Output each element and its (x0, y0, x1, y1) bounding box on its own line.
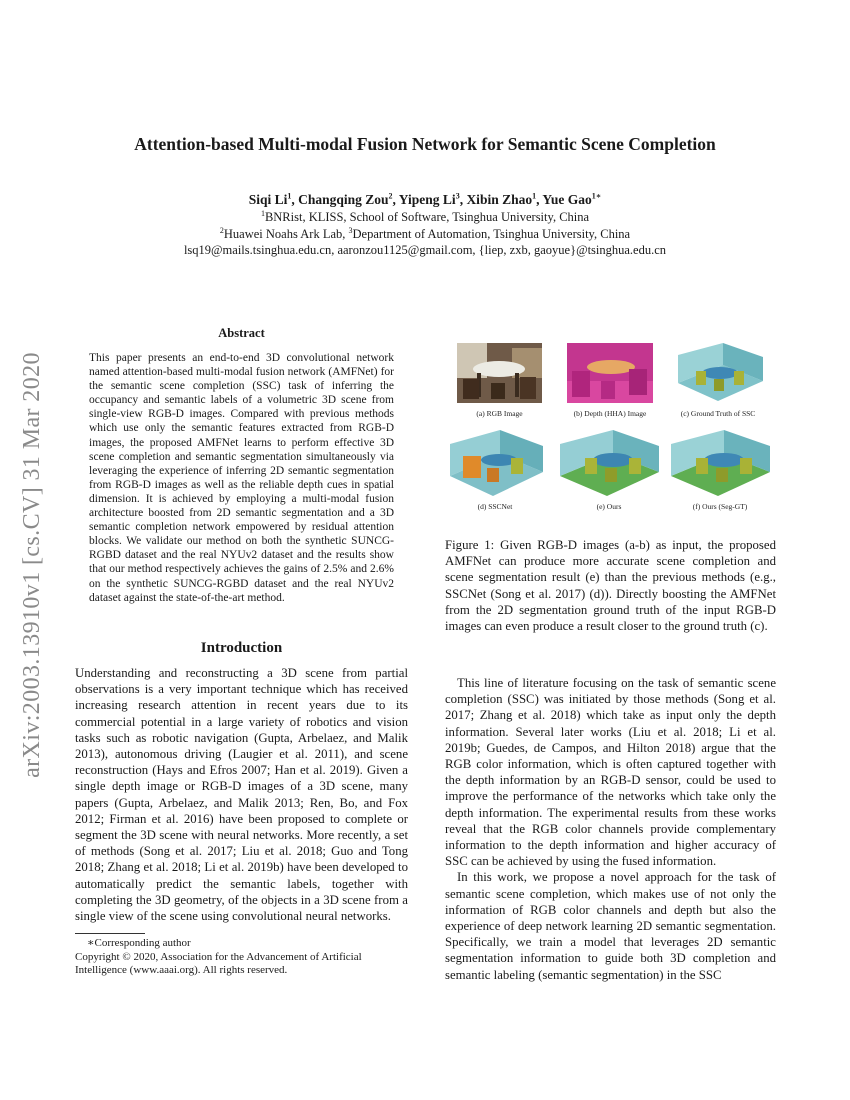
author-affil-mark: 1 (287, 191, 292, 201)
author-affil-mark: 3 (455, 191, 460, 201)
right-column-body (445, 675, 776, 983)
author-affil-mark: 1∗ (591, 191, 602, 201)
figure-panel-ours-seg-gt (666, 430, 774, 498)
author-name: Yue Gao (542, 192, 592, 207)
paragraph: This line of literature focusing on the task of semantic scene completion (SSC) was initiated by those methods (Song et al. 2017; Zhang et al. 2018) which take as input only the depth information. Several later works (Liu et al. 2018; Li et al. 2019b; Guedes, de Campos, and Hilton 2018) argue that the RGB color information, which is often captured together with the depth information by an RGB-D sensor, could be used to improve the performance of the networks which take only the depth information. The experimental results from these works reveal that the RGB color channels provide complementary information to the depth information and higher accuracy of SSC can be achieved by using the fused information. (445, 676, 776, 869)
author-name: Xibin Zhao (466, 192, 533, 207)
author-name: Yipeng Li (398, 192, 456, 207)
affiliation-2-3: $^2$Huawei Noahs Ark Lab, $^3$Department of Automation, Tsinghua University, China (219, 225, 631, 241)
paper-title: Attention-based Multi-modal Fusion Network for Semantic Scene Completion (134, 134, 716, 154)
figure-panel-depth-image (567, 343, 653, 403)
corresponding-author-note: ∗Corresponding author (87, 937, 191, 949)
abstract-heading: Abstract (218, 326, 265, 340)
figure-panel-sscnet (445, 430, 545, 498)
figure-label-d: (d) SSCNet (477, 502, 513, 511)
author-affil-mark: 1 (532, 191, 537, 201)
figure-panel-ground-truth (668, 343, 768, 405)
figure-label-c: (c) Ground Truth of SSC (680, 409, 756, 418)
paragraph: In this work, we propose a novel approach for the task of semantic scene completion, which makes use of not only the information of RGB color channels and depth but also the experience of deep network learning 2D semantic segmentation. Specifically, we train a model that leverages 2D semantic segmentation information to guide both 3D completion and semantic labeling (semantic segmentation) in the SSC (445, 870, 776, 982)
arxiv-identifier: arXiv:2003.13910v1 [cs.CV] 31 Mar 2020 (19, 352, 45, 778)
figure-label-e: (e) Ours (596, 502, 622, 511)
author-list: Siqi Li$^1$, Changqing Zou$^2$, Yipeng Li$^3$, Xibin Zhao$^1$, Yue Gao$^{1∗}$ (248, 191, 602, 207)
affiliation-1: $^1$BNRist, KLISS, School of Software, Tsinghua University, China (260, 208, 590, 224)
author-name: Siqi Li (248, 192, 288, 207)
figure-caption: Figure 1: Given RGB-D images (a-b) as input, the proposed AMFNet can produce more accurate scene completion and scene segmentation result (e) than the previous methods (e.g., SSCNet (Song et al. 2017) (d)). Directly boosting the AMFNet from the 2D segmentation ground truth of the input RGB-D images can even produce a result closer to the ground truth (c). (445, 538, 776, 634)
author-emails: lsq19@mails.tsinghua.edu.cn, aaronzou1125@gmail.com, {liep, zxb, gaoyue}@tsinghua.edu.cn (183, 243, 667, 257)
copyright-notice: Copyright © 2020, Association for the Advancement of Artificial Intelligence (www.aaai.org). All rights reserved. (75, 950, 362, 976)
footnote-rule (75, 933, 145, 934)
author-affil-mark: 2 (388, 191, 393, 201)
author-name: Changqing Zou (298, 192, 389, 207)
figure-label-b: (b) Depth (HHA) Image (573, 409, 647, 418)
figure-label-f: (f) Ours (Seg-GT) (692, 502, 748, 511)
footnote (75, 937, 410, 978)
figure-panel-rgb-image (457, 343, 542, 403)
introduction-heading: Introduction (200, 640, 283, 656)
figure-panel-ours (555, 430, 663, 498)
abstract-text: This paper presents an end-to-end 3D convolutional network named attention-based multi-modal fusion network (AMFNet) for the semantic scene completion (SSC) task of inferring the occupancy and semantic labels of a volumetric 3D scene from single-view RGB-D images. Compared with previous methods which use only the semantic features extracted from RGB-D images, the proposed AMFNet learns to perform effective 3D scene completion and semantic segmentation simultaneously via leveraging the experience of inferring 2D semantic segmentation from RGB-D images as well as the reliable depth cues in spatial dimension. It is achieved by employing a multi-modal fusion architecture boosted from 2D semantic segmentation and a 3D semantic completion network empowered by residual attention blocks. We validate our method on both the synthetic SUNCG-RGBD dataset and the real NYUv2 dataset and the results show that our method respectively achieves the gains of 2.5% and 2.6% on the synthetic SUNCG-RGBD dataset and the real NYUv2 dataset against the state-of-the-art method. (89, 352, 394, 604)
introduction-text: Understanding and reconstructing a 3D scene from partial observations is a very important technique which has received increasing research attention in recent years due to its commercial potential in a large variety of robotics and vision tasks such as robotic navigation (Gupta, Arbelaez, and Malik 2013), autonomous driving (Laugier et al. 2011), and scene reconstruction (Hays and Efros 2007; Han et al. 2019). Given a single depth image or RGB-D images of a 3D scene, many papers (Gupta, Arbelaez, and Malik 2013; Ren, Bo, and Fox 2012; Firman et al. 2016) have been proposed to complete or segment the 3D scene with neural networks. More recently, a set of methods (Song et al. 2017; Liu et al. 2018; Guo and Tong 2018; Zhang et al. 2018; Li et al. 2019b) have been developed to automatically predict the semantic labels, together with completing the 3D geometry, of the objects in a 3D scene from a single view of the scene using convolutional neural networks. (75, 666, 408, 924)
figure-label-a: (a) RGB Image (476, 409, 523, 418)
